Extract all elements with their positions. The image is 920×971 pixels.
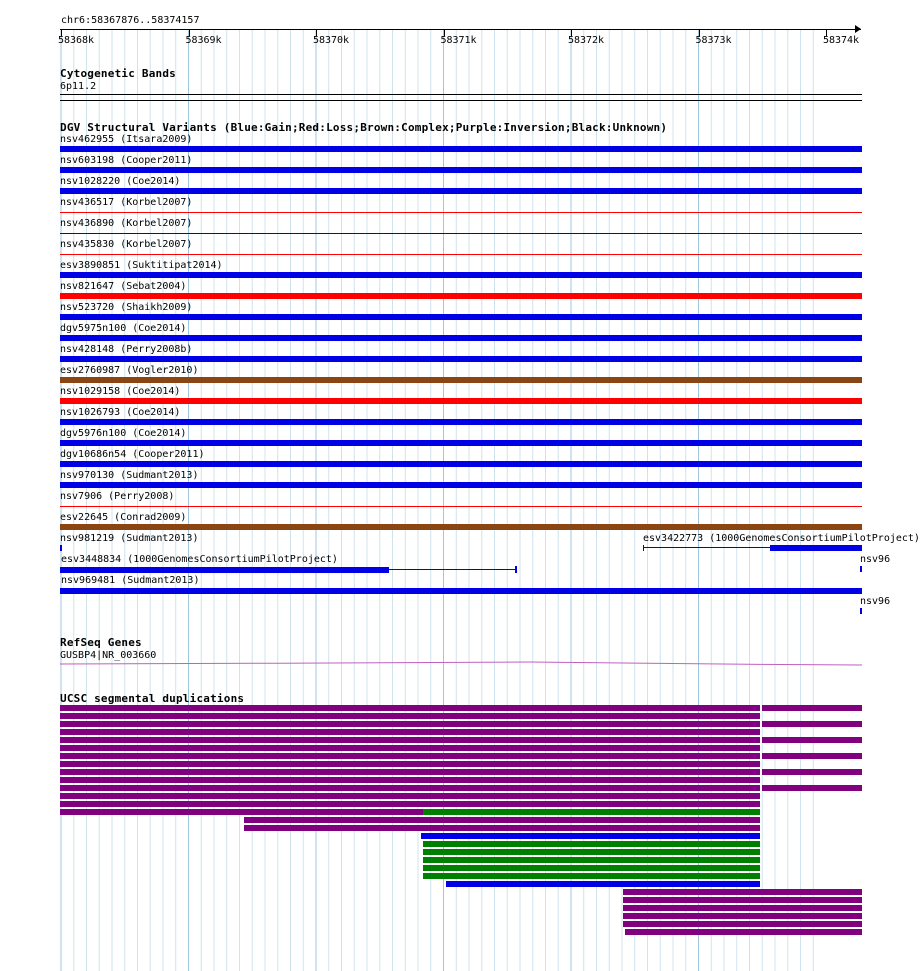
- variant-bar[interactable]: [60, 419, 862, 425]
- segdup-bar[interactable]: [625, 929, 862, 935]
- segdup-bar[interactable]: [60, 785, 760, 791]
- variant-label[interactable]: esv22645 (Conrad2009): [60, 512, 187, 523]
- segdup-bar[interactable]: [623, 921, 862, 927]
- gene-model[interactable]: [60, 658, 862, 670]
- segdup-bar[interactable]: [762, 705, 862, 711]
- track-title-dgv[interactable]: DGV Structural Variants (Blue:Gain;Red:Loss;Brown:Complex;Purple:Inversion;Black:Unknown): [60, 121, 668, 134]
- variant-bar[interactable]: [60, 272, 862, 278]
- segdup-bar[interactable]: [60, 769, 760, 775]
- segdup-bar[interactable]: [623, 905, 862, 911]
- variant-label[interactable]: nsv603198 (Cooper2011): [60, 155, 193, 166]
- variant-bar[interactable]: [60, 356, 862, 362]
- ruler-tick-label: 58368k: [57, 35, 95, 46]
- variant-bar-esv3448834[interactable]: [60, 567, 389, 573]
- segdup-bar[interactable]: [623, 889, 862, 895]
- segdup-bar[interactable]: [60, 801, 760, 807]
- position-label: chr6:58367876..58374157: [61, 15, 200, 26]
- segdup-bar[interactable]: [423, 841, 760, 847]
- variant-bar[interactable]: [60, 212, 862, 213]
- cyto-band-label: 6p11.2: [60, 81, 97, 92]
- segdup-bar[interactable]: [60, 721, 760, 727]
- segdup-bar[interactable]: [762, 753, 862, 759]
- variant-label-nsv96-b[interactable]: nsv96: [860, 596, 891, 607]
- segdup-bar[interactable]: [60, 753, 760, 759]
- segdup-bar[interactable]: [60, 713, 760, 719]
- segdup-bar[interactable]: [762, 785, 862, 791]
- variant-label[interactable]: nsv1026793 (Coe2014): [60, 407, 181, 418]
- segdup-bar[interactable]: [60, 705, 760, 711]
- segdup-bar[interactable]: [60, 793, 760, 799]
- variant-label[interactable]: dgv5975n100 (Coe2014): [60, 323, 187, 334]
- variant-label[interactable]: nsv436890 (Korbel2007): [60, 218, 193, 229]
- variant-label[interactable]: nsv7906 (Perry2008): [60, 491, 175, 502]
- variant-bar[interactable]: [60, 461, 862, 467]
- variant-intron-esv3448834: [389, 569, 516, 570]
- variant-bar[interactable]: [60, 167, 862, 173]
- track-title-refseq[interactable]: RefSeq Genes: [60, 636, 142, 649]
- variant-label-nsv96-a[interactable]: nsv96: [860, 554, 891, 565]
- segdup-bar[interactable]: [60, 809, 423, 815]
- variant-start-esv3422773: [643, 545, 644, 551]
- cyto-band-bottom: [60, 100, 862, 101]
- variant-label[interactable]: nsv523720 (Shaikh2009): [60, 302, 193, 313]
- variant-end-esv3448834: [515, 566, 517, 573]
- variant-intron-esv3422773: [643, 547, 770, 548]
- variant-label[interactable]: nsv1029158 (Coe2014): [60, 386, 181, 397]
- segdup-bar[interactable]: [623, 913, 862, 919]
- ruler-tick-label: 58373k: [695, 35, 732, 46]
- variant-label-esv3422773[interactable]: esv3422773 (1000GenomesConsortiumPilotProject): [643, 533, 920, 544]
- segdup-bar[interactable]: [762, 737, 862, 743]
- variant-bar[interactable]: [60, 293, 862, 299]
- variant-label[interactable]: nsv462955 (Itsara2009): [60, 134, 193, 145]
- segdup-bar[interactable]: [60, 737, 760, 743]
- variant-bar-esv3422773[interactable]: [770, 545, 862, 551]
- ruler-arrow-icon: [855, 25, 861, 33]
- variant-bar[interactable]: [60, 146, 862, 152]
- segdup-bar[interactable]: [244, 825, 760, 831]
- ruler-axis: [60, 29, 861, 30]
- variant-bar[interactable]: [60, 440, 862, 446]
- segdup-bar[interactable]: [60, 761, 760, 767]
- variant-bar[interactable]: [60, 482, 862, 488]
- segdup-bar[interactable]: [60, 729, 760, 735]
- variant-label[interactable]: esv3890851 (Suktitipat2014): [60, 260, 223, 271]
- track-title-segdups[interactable]: UCSC segmental duplications: [60, 692, 245, 705]
- cyto-band-top: [60, 94, 862, 95]
- segdup-bar[interactable]: [423, 809, 760, 815]
- variant-label-esv3448834[interactable]: esv3448834 (1000GenomesConsortiumPilotProject): [61, 554, 338, 565]
- variant-bar-nsv96-b[interactable]: [860, 608, 862, 614]
- variant-label[interactable]: nsv821647 (Sebat2004): [60, 281, 187, 292]
- variant-bar[interactable]: [60, 233, 862, 234]
- track-title-cytogenetic-bands[interactable]: Cytogenetic Bands: [60, 67, 176, 80]
- variant-bar[interactable]: [60, 398, 862, 404]
- variant-bar[interactable]: [60, 377, 862, 383]
- segdup-bar[interactable]: [421, 833, 760, 839]
- variant-bar[interactable]: [60, 524, 862, 530]
- variant-bar-nsv969481[interactable]: [60, 588, 862, 594]
- segdup-bar[interactable]: [762, 769, 862, 775]
- variant-label[interactable]: nsv436517 (Korbel2007): [60, 197, 193, 208]
- segdup-bar[interactable]: [446, 881, 760, 887]
- variant-label[interactable]: dgv10686n54 (Cooper2011): [60, 449, 205, 460]
- ruler-tick-label: 58370k: [312, 35, 350, 46]
- variant-bar[interactable]: [60, 188, 862, 194]
- segdup-bar[interactable]: [60, 745, 760, 751]
- gene-label[interactable]: GUSBP4|NR_003660: [60, 650, 157, 661]
- segdup-bar[interactable]: [423, 849, 760, 855]
- variant-bar[interactable]: [60, 254, 862, 255]
- variant-bar[interactable]: [60, 506, 862, 507]
- variant-bar[interactable]: [60, 314, 862, 320]
- variant-bar-nsv96-a[interactable]: [860, 566, 862, 572]
- ruler-tick-label: 58374k: [822, 35, 860, 46]
- variant-label-nsv969481[interactable]: nsv969481 (Sudmant2013): [61, 575, 200, 586]
- ruler-tick-label: 58372k: [567, 35, 605, 46]
- variant-label[interactable]: nsv1028220 (Coe2014): [60, 176, 181, 187]
- segdup-bar[interactable]: [423, 865, 760, 871]
- ruler-tick-label: 58369k: [185, 35, 222, 46]
- variant-label[interactable]: nsv970130 (Sudmant2013): [60, 470, 199, 481]
- segdup-bar[interactable]: [423, 873, 760, 879]
- variant-bar-nsv981219[interactable]: [60, 545, 62, 551]
- segdup-bar[interactable]: [762, 721, 862, 727]
- segdup-bar[interactable]: [244, 817, 760, 823]
- variant-label[interactable]: dgv5976n100 (Coe2014): [60, 428, 187, 439]
- segdup-bar[interactable]: [60, 777, 760, 783]
- variant-label[interactable]: nsv435830 (Korbel2007): [60, 239, 193, 250]
- segdup-bar[interactable]: [423, 857, 760, 863]
- variant-label[interactable]: esv2760987 (Vogler2010): [60, 365, 199, 376]
- segdup-bar[interactable]: [623, 897, 862, 903]
- ruler-tick-label: 58371k: [440, 35, 477, 46]
- variant-label[interactable]: nsv428148 (Perry2008b): [60, 344, 193, 355]
- variant-label-nsv981219[interactable]: nsv981219 (Sudmant2013): [60, 533, 199, 544]
- variant-bar[interactable]: [60, 335, 862, 341]
